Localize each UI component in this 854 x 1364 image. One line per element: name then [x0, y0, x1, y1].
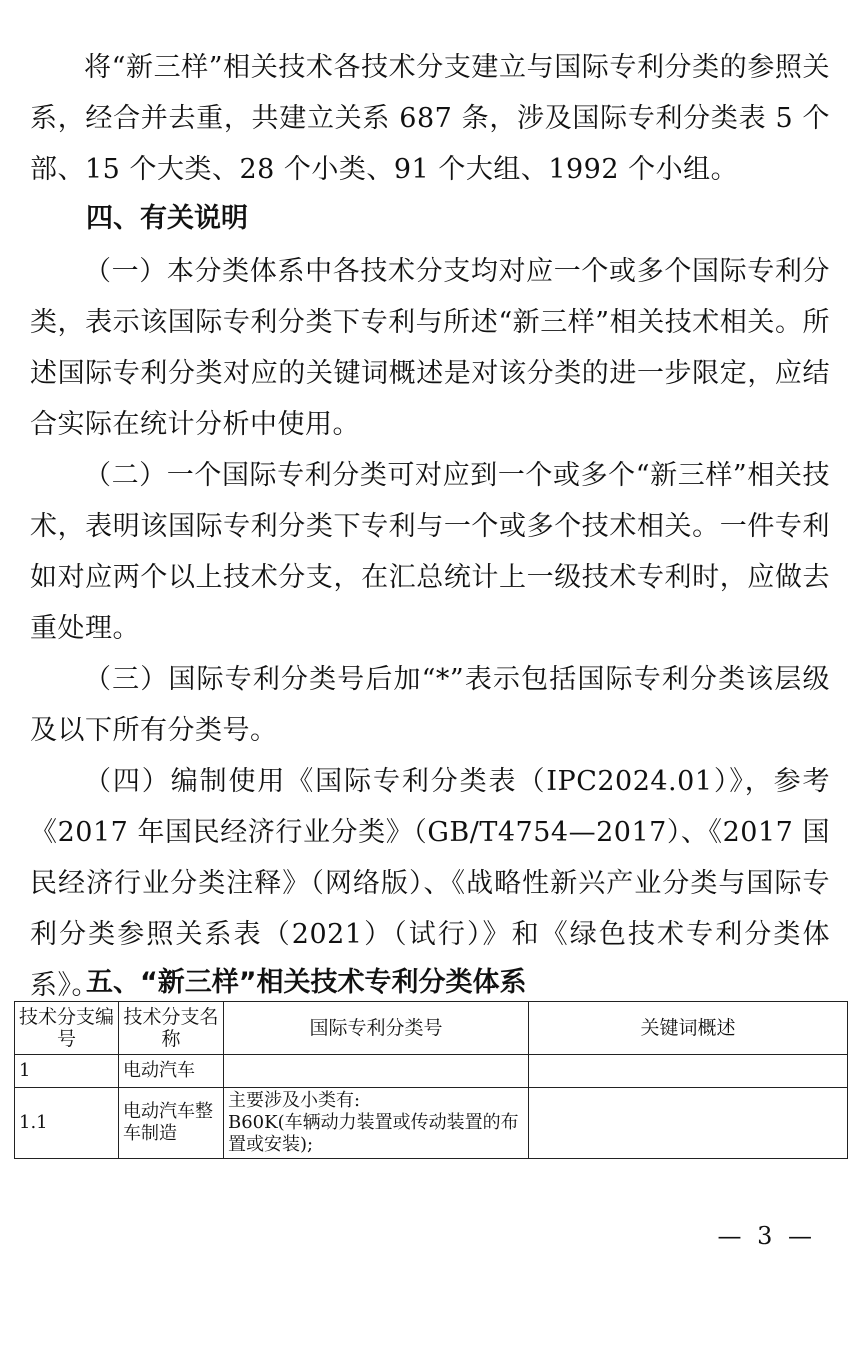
cell-branch-name: 电动汽车整车制造	[119, 1088, 224, 1159]
cell-ipc	[224, 1088, 529, 1159]
cell-ipc-line: 主要涉及小类有:	[228, 1090, 361, 1111]
paragraph-note-1: （一）本分类体系中各技术分支均对应一个或多个国际专利分类，表示该国际专利分类下专利与所述“新三样”相关技术相关。所述国际专利分类对应的关键词概述是对该分类的进一步限定，应结合实际在统计分析中使用。	[30, 256, 830, 440]
section-heading-classification: 五、“新三样”相关技术专利分类体系	[86, 967, 527, 998]
cell-keywords	[529, 1055, 848, 1088]
cell-ipc-line: B60K(车辆动力装置或传动装置的布置或安装);	[228, 1112, 519, 1155]
cell-keywords	[529, 1088, 848, 1159]
paragraph-relations-summary: 将“新三样”相关技术各技术分支建立与国际专利分类的参照关系，经合并去重，共建立关系 687 条，涉及国际专利分类表 5 个部、15 个大类、28 个小类、91 个大组、1992 个小组。	[30, 52, 830, 185]
header-branch-name: 技术分支名称	[119, 1002, 224, 1055]
page-number: — 3 —	[717, 1222, 816, 1250]
table-row	[15, 1055, 848, 1088]
cell-branch-id: 1	[15, 1055, 119, 1088]
paragraph-note-2: （二）一个国际专利分类可对应到一个或多个“新三样”相关技术，表明该国际专利分类下专利与一个或多个技术相关。一件专利如对应两个以上技术分支，在汇总统计上一级技术专利时，应做去重处理。	[30, 460, 830, 644]
cell-branch-id: 1.1	[15, 1088, 119, 1159]
paragraph-note-4: （四）编制使用《国际专利分类表（IPC2024.01）》，参考《2017 年国民经济行业分类》（GB/T4754—2017）、《2017 国民经济行业分类注释》（网络版）、《战略性新兴产业分类与国际专利分类参照关系表（2021）（试行）》和《绿色技术专利分类体系》。	[30, 766, 830, 1001]
section-heading-notes: 四、有关说明	[86, 203, 248, 234]
header-keywords: 关键词概述	[529, 1002, 848, 1055]
paragraph-block-1	[30, 42, 830, 195]
paragraph-block-2	[30, 246, 830, 1011]
paragraph-note-3: （三）国际专利分类号后加“*”表示包括国际专利分类该层级及以下所有分类号。	[30, 664, 830, 746]
classification-table	[14, 1001, 848, 1159]
header-ipc: 国际专利分类号	[224, 1002, 529, 1055]
table-header-row	[15, 1002, 848, 1055]
cell-branch-name: 电动汽车	[119, 1055, 224, 1088]
cell-ipc	[224, 1055, 529, 1088]
table-row	[15, 1088, 848, 1159]
header-branch-id: 技术分支编号	[15, 1002, 119, 1055]
